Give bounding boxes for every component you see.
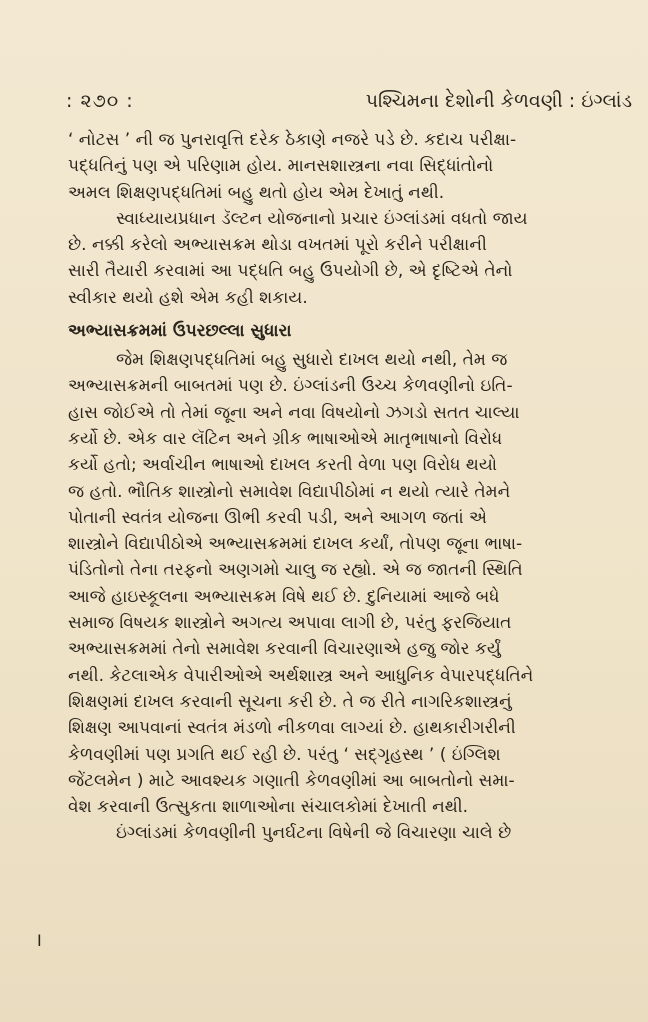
paragraph-2 — [68, 206, 632, 311]
text-line: સ્વીકાર થયો હશે એમ કહી શકાય. — [68, 287, 308, 308]
text-line: પદ્ધતિનું પણ એ પરિણામ હોય. માનસશાસ્ત્રના નવા સિદ્ધાંતોનો — [68, 156, 494, 177]
text-line: સ્વાધ્યાયપ્રધાન ડૅલ્ટન યોજનાનો પ્રચાર ઇંગ્લાંડમાં વધતો જાય — [116, 208, 528, 229]
text-line: અભ્યાસક્રમની બાબતમાં પણ છે. ઇંગ્લાંડની ઉચ્ચ કેળવણીનો ઇતિ- — [68, 376, 513, 397]
page-number: : ૨૭૦ : — [66, 90, 134, 112]
text-line: આજે હાઇસ્કૂલના અભ્યાસક્રમ વિષે થઈ છે. દુનિયામાં આજે બધે — [68, 586, 500, 607]
text-line: સમાજ વિષયક શાસ્ત્રોને અગત્ય અપાવા લાગી છે, પરંતુ ફરજિયાત — [68, 613, 512, 634]
text-line: જેમ શિક્ષણપદ્ધતિમાં બહુ સુધારો દાખલ થયો નથી, તેમ જ — [116, 350, 508, 371]
text-line: શિક્ષણ આપવાનાં સ્વતંત્ર મંડળો નીકળવા લાગ્યાં છે. હાથકારીગરીની — [68, 718, 516, 739]
text-line: શિક્ષણમાં દાખલ કરવાની સૂચના કરી છે. તે જ રીતે નાગરિકશાસ્ત્રનું — [68, 691, 512, 712]
text-line: ‘ નોટસ ’ ની જ પુનરાવૃત્તિ દરેક ઠેકાણે નજરે પડે છે. કદાચ પરીક્ષા- — [68, 130, 517, 150]
running-title: પશ્ચિમના દેશોની કેળવણી : ઇંગ્લાંડ — [365, 90, 632, 112]
text-line: નથી. કેટલાએક વેપારીઓએ અર્થશાસ્ત્ર અને આધુનિક વેપારપદ્ધતિને — [68, 665, 534, 686]
text-line: જેંટલમેન ) માટે આવશ્યક ગણાતી કેળવણીમાં આ બાબતોનો સમા- — [68, 770, 515, 791]
text-line: કેળવણીમાં પણ પ્રગતિ થઈ રહી છે. પરંતુ ‘ સદ્‌ગૃહસ્થ ’ ( ઇંગ્લિશ — [68, 744, 501, 765]
text-line: પંડિતોનો તેના તરફનો અણગમો ચાલુ જ રહ્યો. એ જ જાતની સ્થિતિ — [68, 560, 523, 581]
text-line: પોતાની સ્વતંત્ર યોજના ઊભી કરવી પડી, અને આગળ જતાં એ — [68, 507, 487, 528]
paragraph-3 — [68, 347, 632, 820]
page-body — [68, 127, 632, 847]
section-heading: અભ્યાસક્રમમાં ઉપરછલ્લા સુધારા — [68, 321, 292, 342]
text-line: સારી તૈયારી કરવામાં આ પદ્ધતિ બહુ ઉપયોગી છે, એ દૃષ્ટિએ તેનો — [68, 261, 513, 282]
text-line: છે. નક્કી કરેલો અભ્યાસક્રમ થોડા વખતમાં પૂરો કરીને પરીક્ષાની — [68, 235, 487, 256]
text-line: અભ્યાસક્રમમાં તેનો સમાવેશ કરવાની વિચારણાએ હજુ જોર કર્યું — [68, 639, 501, 660]
margin-mark: I — [37, 931, 42, 950]
text-line: હાસ જોઈએ તો તેમાં જૂના અને નવા વિષયોનો ઝગડો સતત ચાલ્યા — [68, 402, 520, 423]
text-line: અમલ શિક્ષણપદ્ધતિમાં બહુ થતો હોય એમ દેખાતું નથી. — [68, 182, 445, 203]
text-line: ઇંગ્લાંડમાં કેળવણીની પુનર્ઘટના વિષેની જે વિચારણા ચાલે છે — [116, 823, 512, 844]
page-header — [40, 90, 632, 118]
text-line: કર્યો છે. એક વાર લૅટિન અને ગ્રીક ભાષાઓએ માતૃભાષાનો વિરોધ — [68, 428, 503, 449]
text-line: જ હતો. ભૌતિક શાસ્ત્રોનો સમાવેશ વિદ્યાપીઠોમાં ન થયો ત્યારે તેમને — [68, 481, 511, 502]
paragraph-1 — [68, 127, 632, 206]
text-line: કર્યો હતો; અર્વાચીન ભાષાઓ દાખલ કરતી વેળા પણ વિરોધ થયો — [68, 455, 498, 476]
text-line: વેશ કરવાની ઉત્સુકતા શાળાઓના સંચાલકોમાં દેખાતી નથી. — [68, 797, 469, 818]
text-line: શાસ્ત્રોને વિદ્યાપીઠોએ અભ્યાસક્રમમાં દાખલ કર્યાં, તોપણ જૂના ભાષા- — [68, 534, 523, 555]
paragraph-4 — [68, 820, 632, 846]
